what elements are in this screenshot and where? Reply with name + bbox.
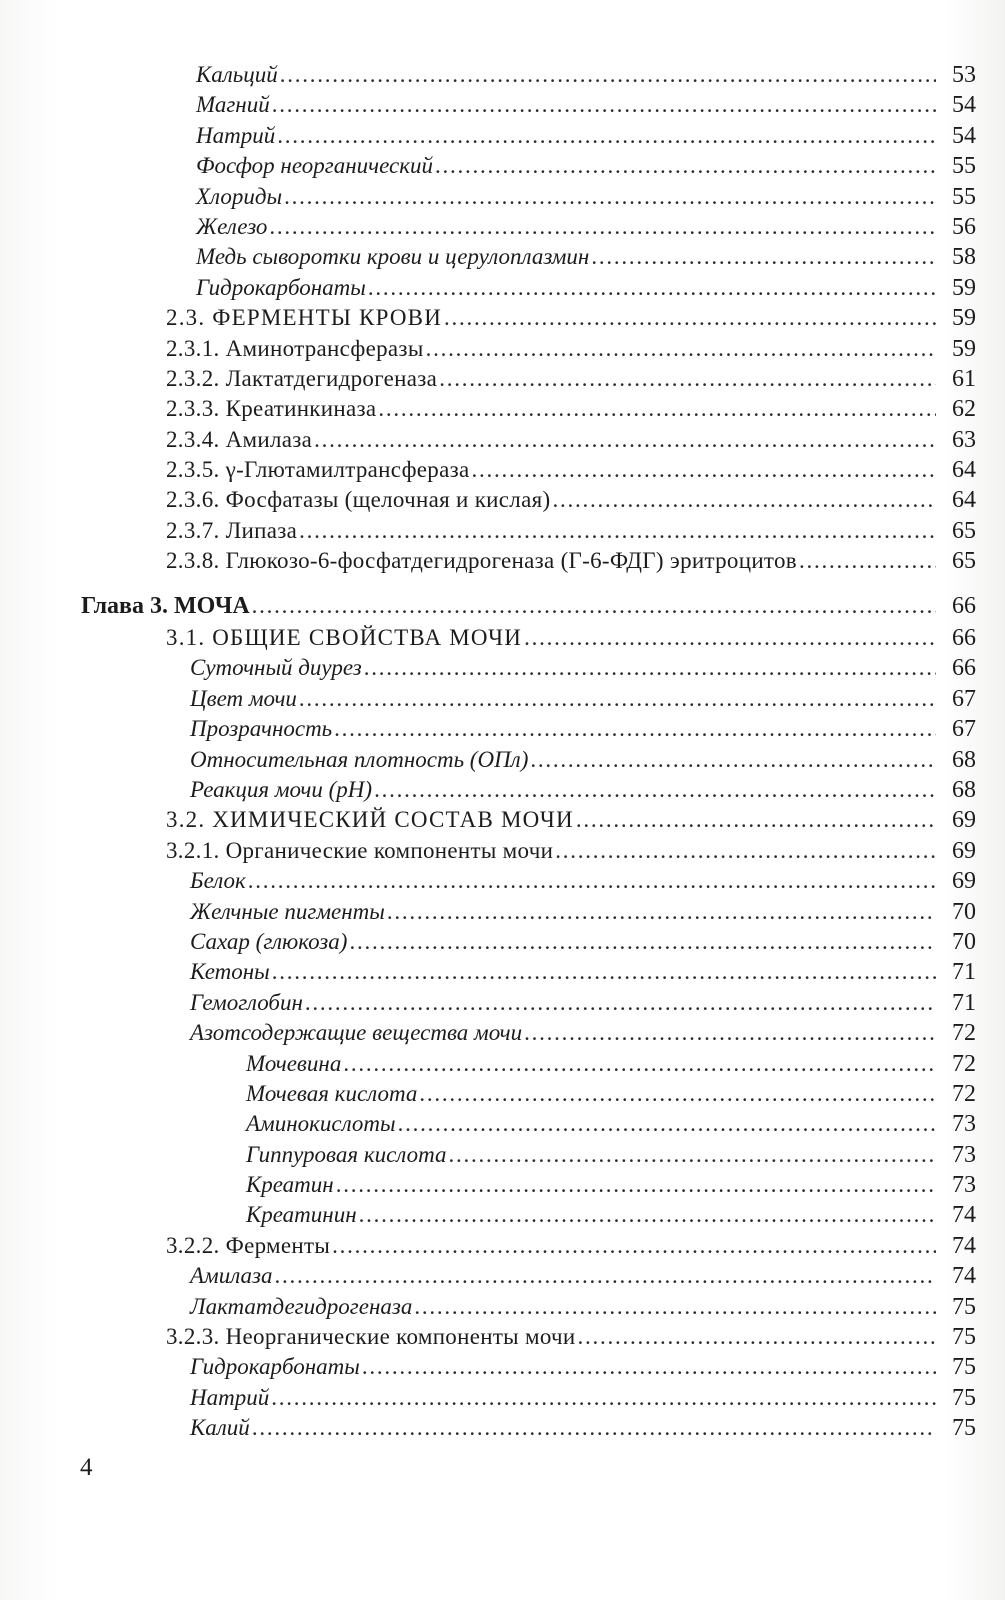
toc-entry-page: 61 [952, 365, 976, 392]
toc-entry-page: 75 [952, 1384, 976, 1411]
dot-leader [362, 1352, 936, 1382]
toc-entry-title: Фосфор неорганический [196, 153, 433, 179]
toc-entry-title: Цвет мочи [190, 685, 297, 711]
toc-entry-title: Креатинин [246, 1202, 357, 1228]
dot-leader [314, 425, 936, 455]
dot-leader [439, 364, 936, 394]
toc-entry [0, 866, 1005, 896]
page-number: 4 [80, 1454, 93, 1481]
dot-leader [471, 455, 936, 485]
toc-entry [0, 516, 1005, 546]
toc-entry [0, 485, 1005, 515]
toc-entry-page: 71 [952, 989, 976, 1016]
toc-entry [0, 1109, 1005, 1139]
toc-entry [0, 1079, 1005, 1109]
toc-entry-title: Суточный диурез [190, 655, 362, 681]
toc-entry-title: Желчные пигменты [190, 898, 385, 924]
dot-leader [299, 516, 936, 546]
toc-entry [0, 957, 1005, 987]
toc-entry-page: 64 [952, 487, 976, 514]
toc-entry [0, 273, 1005, 303]
toc-entry-page: 63 [952, 426, 976, 453]
toc-entry-title: Гидрокарбонаты [190, 1354, 360, 1380]
toc-entry-title: Мочевина [246, 1050, 342, 1076]
dot-leader [444, 303, 936, 333]
toc-entry [0, 546, 1005, 576]
toc-entry-page: 70 [952, 928, 976, 955]
toc-entry-page: 75 [952, 1324, 976, 1351]
toc-entry [0, 151, 1005, 181]
toc-entry [0, 364, 1005, 394]
toc-entry [0, 1018, 1005, 1048]
toc-entry-page: 74 [952, 1232, 976, 1259]
dot-leader [435, 151, 936, 181]
dot-leader [252, 591, 936, 621]
toc-entry [0, 1292, 1005, 1322]
dot-leader [552, 485, 936, 515]
toc-entry-page: 73 [952, 1141, 976, 1168]
toc-entry [0, 394, 1005, 424]
dot-leader [414, 1292, 936, 1322]
toc-entry-page: 74 [952, 1263, 976, 1290]
toc-entry-page: 67 [952, 685, 976, 712]
toc-entry [0, 927, 1005, 957]
toc-entry-page: 66 [952, 625, 976, 652]
toc-entry-page: 59 [952, 305, 976, 332]
dot-leader [299, 684, 936, 714]
toc-entry [0, 805, 1005, 835]
toc-entry-title: Прозрачность [190, 716, 333, 742]
toc-entry [0, 1140, 1005, 1170]
dot-leader [277, 121, 936, 151]
toc-entry-title: 3.2. ХИМИЧЕСКИЙ СОСТАВ МОЧИ [166, 807, 574, 833]
toc-entry-title: 3.1. ОБЩИЕ СВОЙСТВА МОЧИ [166, 625, 523, 651]
dot-leader [364, 653, 936, 683]
dot-leader [799, 546, 936, 576]
toc-entry [0, 212, 1005, 242]
dot-leader [374, 775, 936, 805]
toc-entry-page: 68 [952, 746, 976, 773]
dot-leader [359, 1200, 936, 1230]
toc-entry [0, 1049, 1005, 1079]
toc-entry [0, 334, 1005, 364]
toc-entry [0, 1200, 1005, 1230]
toc-entry [0, 303, 1005, 333]
toc-entry-title: 3.2.1. Органические компоненты мочи [166, 837, 554, 863]
dot-leader [524, 1018, 936, 1048]
toc-entry-title: Калий [190, 1415, 250, 1441]
dot-leader [284, 182, 936, 212]
toc-entry-title: Хлориды [196, 183, 283, 209]
toc-entry-title: 2.3.2. Лактатдегидрогеназа [166, 365, 438, 391]
toc-entry-title: Магний [196, 92, 270, 118]
toc-entry-title: Аминокислоты [246, 1111, 396, 1137]
toc-entry-page: 75 [952, 1415, 976, 1442]
toc-entry-title: Глава 3. МОЧА [81, 592, 250, 619]
toc-entry-title: Мочевая кислота [246, 1080, 418, 1106]
toc-entry [0, 684, 1005, 714]
toc-entry [0, 1352, 1005, 1382]
dot-leader [530, 745, 936, 775]
toc-entry-title: Амилаза [190, 1263, 273, 1289]
dot-leader [275, 1261, 936, 1291]
toc-entry-title: Гидрокарбонаты [196, 274, 366, 300]
toc-entry [0, 775, 1005, 805]
toc-entry-title: 2.3.3. Креатинкиназа [166, 396, 377, 422]
toc-entry-title: Гиппуровая кислота [246, 1141, 447, 1167]
toc-entry-title: Гемоглобин [190, 989, 303, 1015]
toc-entry-page: 54 [952, 122, 976, 149]
toc-entry-page: 54 [952, 92, 976, 119]
toc-entry-title: 2.3.7. Липаза [166, 517, 298, 543]
toc-entry [0, 242, 1005, 272]
toc-entry-page: 59 [952, 274, 976, 301]
dot-leader [269, 212, 936, 242]
toc-entry-title: Лактатдегидрогеназа [190, 1293, 413, 1319]
toc-entry-title: 2.3.1. Аминотрансферазы [166, 335, 424, 361]
toc-entry-page: 74 [952, 1202, 976, 1229]
toc-entry-title: Железо [196, 213, 268, 239]
toc-entry [0, 60, 1005, 90]
toc-entry-title: 2.3.6. Фосфатазы (щелочная и кислая) [166, 487, 551, 513]
dot-leader [272, 957, 936, 987]
toc-entry [0, 623, 1005, 653]
toc-entry-title: 2.3.8. Глюкозо-6-фосфатдегидрогеназа (Г-6-ФДГ) эритроцитов [166, 548, 797, 574]
toc-entry-title: Креатин [246, 1172, 334, 1198]
dot-leader [419, 1079, 936, 1109]
toc-entry [0, 1413, 1005, 1443]
dot-leader [591, 242, 936, 272]
table-of-contents [0, 60, 1005, 1444]
toc-entry-page: 53 [952, 62, 976, 88]
toc-entry [0, 455, 1005, 485]
toc-entry [0, 1170, 1005, 1200]
toc-entry-page: 69 [952, 837, 976, 864]
toc-entry [0, 1322, 1005, 1352]
toc-entry-page: 56 [952, 213, 976, 240]
toc-entry-page: 72 [952, 1080, 976, 1107]
toc-entry [0, 714, 1005, 744]
dot-leader [524, 623, 936, 653]
toc-entry [0, 90, 1005, 120]
toc-entry [0, 1383, 1005, 1413]
toc-entry-page: 72 [952, 1050, 976, 1077]
toc-entry-page: 68 [952, 776, 976, 803]
dot-leader [368, 273, 936, 303]
toc-entry-page: 65 [952, 548, 976, 575]
toc-entry-title: Натрий [196, 122, 276, 148]
toc-entry-page: 66 [952, 592, 976, 619]
toc-entry [0, 988, 1005, 1018]
toc-entry-title: 2.3.5. γ-Глютамилтрансфераза [166, 457, 470, 483]
toc-entry-page: 62 [952, 396, 976, 423]
dot-leader [334, 714, 936, 744]
toc-entry-title: Относительная плотность (ОПл) [190, 746, 529, 772]
toc-entry-page: 69 [952, 868, 976, 895]
dot-leader [343, 1049, 936, 1079]
dot-leader [305, 988, 936, 1018]
toc-entry-page: 67 [952, 716, 976, 743]
dot-leader [280, 60, 936, 90]
toc-entry-title: Кетоны [190, 959, 270, 985]
toc-entry-page: 71 [952, 959, 976, 986]
dot-leader [272, 90, 936, 120]
dot-leader [248, 866, 936, 896]
dot-leader [576, 805, 936, 835]
toc-entry-page: 66 [952, 655, 976, 682]
dot-leader [378, 394, 936, 424]
toc-entry [0, 836, 1005, 866]
toc-entry-title: Медь сыворотки крови и церулоплазмин [196, 244, 590, 270]
toc-entry [0, 1231, 1005, 1261]
toc-entry-title: Белок [190, 868, 246, 894]
toc-entry [0, 591, 1005, 621]
dot-leader [336, 1170, 936, 1200]
toc-entry-page: 75 [952, 1293, 976, 1320]
toc-entry [0, 897, 1005, 927]
toc-entry-page: 65 [952, 517, 976, 544]
toc-entry-title: Кальций [196, 62, 278, 87]
toc-entry-page: 55 [952, 153, 976, 180]
toc-entry [0, 121, 1005, 151]
toc-entry-page: 73 [952, 1111, 976, 1138]
toc-entry [0, 425, 1005, 455]
toc-entry-page: 64 [952, 457, 976, 484]
toc-entry-title: Натрий [190, 1384, 270, 1410]
toc-entry-page: 58 [952, 244, 976, 271]
toc-entry-title: 2.3. ФЕРМЕНТЫ КРОВИ [166, 305, 443, 331]
dot-leader [555, 836, 936, 866]
toc-entry [0, 182, 1005, 212]
dot-leader [252, 1413, 936, 1443]
toc-entry-title: Сахар (глюкоза) [190, 928, 348, 954]
dot-leader [426, 334, 936, 364]
dot-leader [398, 1109, 936, 1139]
toc-entry-title: 3.2.2. Ферменты [166, 1232, 331, 1258]
dot-leader [449, 1140, 937, 1170]
toc-entry-title: 2.3.4. Амилаза [166, 426, 313, 452]
toc-entry [0, 1261, 1005, 1291]
toc-entry-title: Азотсодержащие вещества мочи [190, 1020, 523, 1046]
toc-entry [0, 745, 1005, 775]
dot-leader [387, 897, 936, 927]
toc-entry-page: 69 [952, 807, 976, 834]
dot-leader [578, 1322, 936, 1352]
toc-entry-page: 70 [952, 898, 976, 925]
toc-entry [0, 653, 1005, 683]
dot-leader [271, 1383, 936, 1413]
toc-entry-title: Реакция мочи (pH) [190, 776, 373, 802]
dot-leader [349, 927, 936, 957]
dot-leader [332, 1231, 936, 1261]
toc-entry-page: 72 [952, 1020, 976, 1047]
toc-entry-title: 3.2.3. Неорганические компоненты мочи [166, 1324, 576, 1350]
toc-entry-page: 73 [952, 1172, 976, 1199]
toc-entry-page: 59 [952, 335, 976, 362]
toc-entry-page: 75 [952, 1354, 976, 1381]
toc-entry-page: 55 [952, 183, 976, 210]
